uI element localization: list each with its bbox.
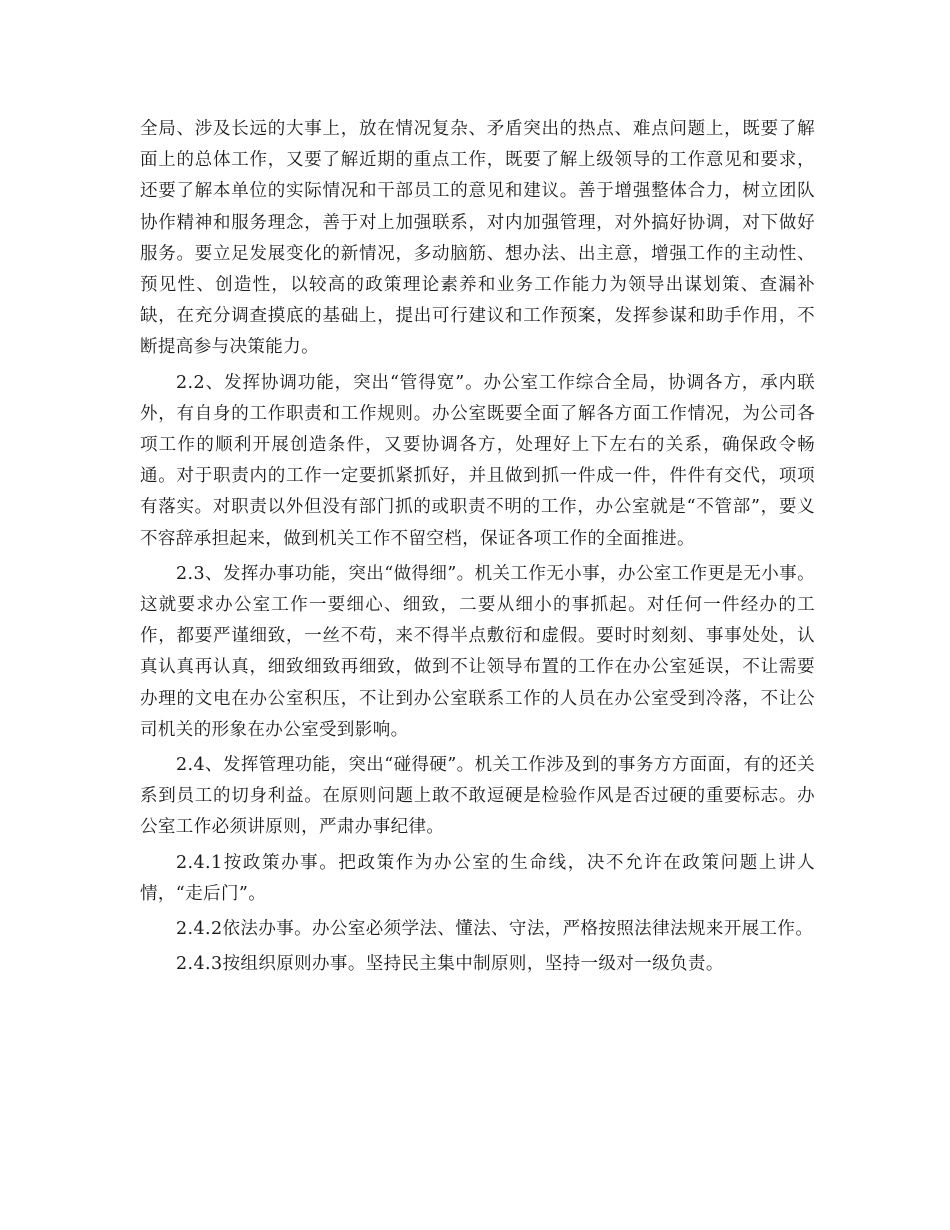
paragraph-2-3-handling-affairs: 2.3、发挥办事功能，突出“做得细”。机关工作无小事，办公室工作更是无小事。这就要求办公室工作一要细心、细致，二要从细小的事抓起。对任何一件经办的工作，都要严谨细致，一丝不苟，来不得半点敷衍和虚假。要时时刻刻、事事处处，认真认真再认真，细致细致再细致，做到不让领导布置的工作在办公室延误，不让需要办理的文电在办公室积压，不让到办公室联系工作的人员在办公室受到冷落，不让公司机关的形象在办公室受到影响。 <box>140 563 815 740</box>
paragraph-2-4-management: 2.4、发挥管理功能，突出“碰得硬”。机关工作涉及到的事务方方面面，有的还关系到员工的切身利益。在原则问题上敢不敢逗硬是检验作风是否过硬的重要标志。办公室工作必须讲原则，严肃办事纪律。 <box>140 755 815 838</box>
document-body <box>140 114 815 984</box>
paragraph-2-4-3-organization: 2.4.3按组织原则办事。坚持民主集中制原则，坚持一级对一级负责。 <box>176 954 724 975</box>
paragraph-2-4-2-law: 2.4.2依法办事。办公室必须学法、懂法、守法，严格按照法律法规来开展工作。 <box>176 919 814 940</box>
paragraph-2-4-1-policy: 2.4.1按政策办事。把政策作为办公室的生命线，决不允许在政策问题上讲人情，“走后门”。 <box>140 852 815 904</box>
paragraph-continuation: 全局、涉及长远的大事上，放在情况复杂、矛盾突出的热点、难点问题上，既要了解面上的总体工作，又要了解近期的重点工作，既要了解上级领导的工作意见和要求，还要了解本单位的实际情况和干部员工的意见和建议。善于增强整体合力，树立团队协作精神和服务理念，善于对上加强联系，对内加强管理，对外搞好协调，对下做好服务。要立足发展变化的新情况，多动脑筋、想办法、出主意，增强工作的主动性、预见性、创造性，以较高的政策理论素养和业务工作能力为领导出谋划策、查漏补缺，在充分调查摸底的基础上，提出可行建议和工作预案，发挥参谋和助手作用，不断提高参与决策能力。 <box>140 119 815 358</box>
paragraph-2-2-coordination: 2.2、发挥协调功能，突出“管得宽”。办公室工作综合全局，协调各方，承内联外，有自身的工作职责和工作规则。办公室既要全面了解各方面工作情况，为公司各项工作的顺利开展创造条件，又要协调各方，处理好上下左右的关系，确保政令畅通。对于职责内的工作一定要抓紧抓好，并且做到抓一件成一件，件件有交代，项项有落实。对职责以外但没有部门抓的或职责不明的工作，办公室就是“不管部”，要义不容辞承担起来，做到机关工作不留空档，保证各项工作的全面推进。 <box>140 372 815 549</box>
